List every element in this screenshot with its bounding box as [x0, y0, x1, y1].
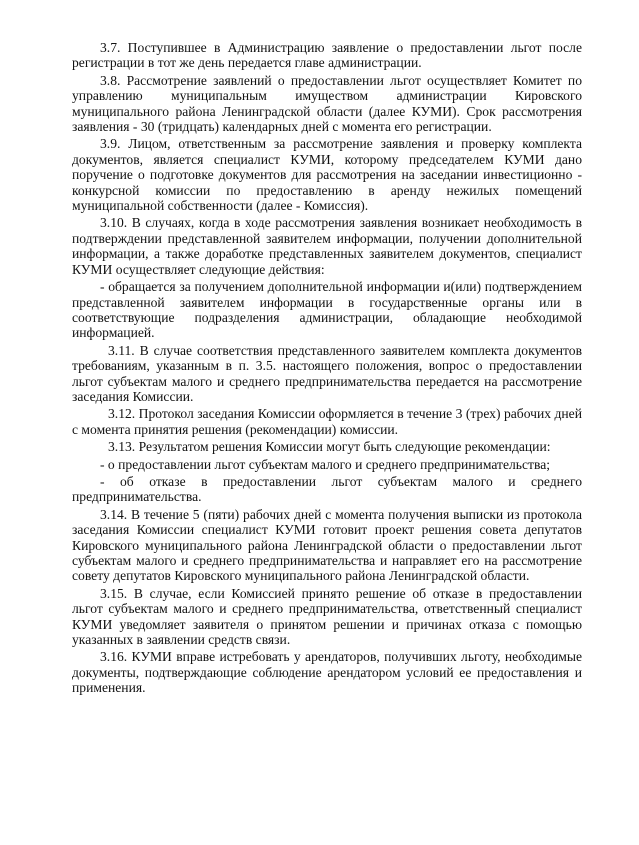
paragraph-3-8: 3.8. Рассмотрение заявлений о предоставлении льгот осуществляет Комитет по управлению муниципальным имуществом администрации Кировского муниципального района Ленинградской области (далее КУМИ). Срок рассмотрения заявления - 30 (тридцать) календарных дней с момента его регистрации.	[72, 72, 582, 135]
paragraph-3-14: 3.14. В течение 5 (пяти) рабочих дней с момента получения выписки из протокола заседания Комиссии специалист КУМИ готовит проект решения совета депутатов Кировского муниципального района Ленинградской области о предоставлении льгот субъектам малого и среднего предпринимательства и направляет его на рассмотрение совету депутатов Кировского муниципального района Ленинградской области.	[72, 506, 582, 584]
paragraph-3-16: 3.16. КУМИ вправе истребовать у арендаторов, получивших льготу, необходимые документы, подтверждающие соблюдение арендатором условий ее предоставления и применения.	[72, 649, 582, 696]
paragraph-3-10: 3.10. В случаях, когда в ходе рассмотрения заявления возникает необходимость в подтверждении представленной заявителем информации, получении дополнительной информации, а также доработке представленных заявителем документов, специалист КУМИ осуществляет следующие действия:	[72, 215, 582, 277]
document-page	[72, 40, 582, 696]
paragraph-3-7: 3.7. Поступившее в Администрацию заявление о предоставлении льгот после регистрации в тот же день передается главе администрации.	[72, 40, 582, 71]
paragraph-3-13: 3.13. Результатом решения Комиссии могут быть следующие рекомендации:	[108, 439, 551, 455]
paragraph-3-13-item-1: - о предоставлении льгот субъектам малого и среднего предпринимательства;	[100, 456, 551, 472]
paragraph-3-15: 3.15. В случае, если Комиссией принято решение об отказе в предоставлении льгот субъектам малого и среднего предпринимательства, ответственный специалист КУМИ уведомляет заявителя о принятом решении и причинах отказа с помощью указанных в заявлении средств связи.	[72, 585, 582, 648]
paragraph-3-9: 3.9. Лицом, ответственным за рассмотрение заявления и проверку комплекта документов, является специалист КУМИ, которому председателем КУМИ дано поручение о подготовке документов для рассмотрения на заседании инвестиционно - конкурсной комиссии по предоставлению в аренду нежилых помещений муниципальной собственности (далее - Комиссия).	[72, 136, 582, 214]
paragraph-3-10-item: - обращается за получением дополнительной информации и(или) подтверждением представленной заявителем информации в государственные органы или в соответствующие подразделения администрации, обладающие необходимой информацией.	[72, 279, 582, 341]
paragraph-3-11: 3.11. В случае соответствия представленного заявителем комплекта документов требованиям, указанным в п. 3.5. настоящего положения, вопрос о предоставлении льгот субъектам малого и среднего предпринимательства передается на рассмотрение заседания Комиссии.	[72, 342, 582, 404]
paragraph-3-13-item-2: - об отказе в предоставлении льгот субъектам малого и среднего предпринимательства.	[72, 473, 582, 505]
paragraph-3-12: 3.12. Протокол заседания Комиссии оформляется в течение 3 (трех) рабочих дней с момента принятия решения (рекомендации) комиссии.	[72, 406, 582, 437]
